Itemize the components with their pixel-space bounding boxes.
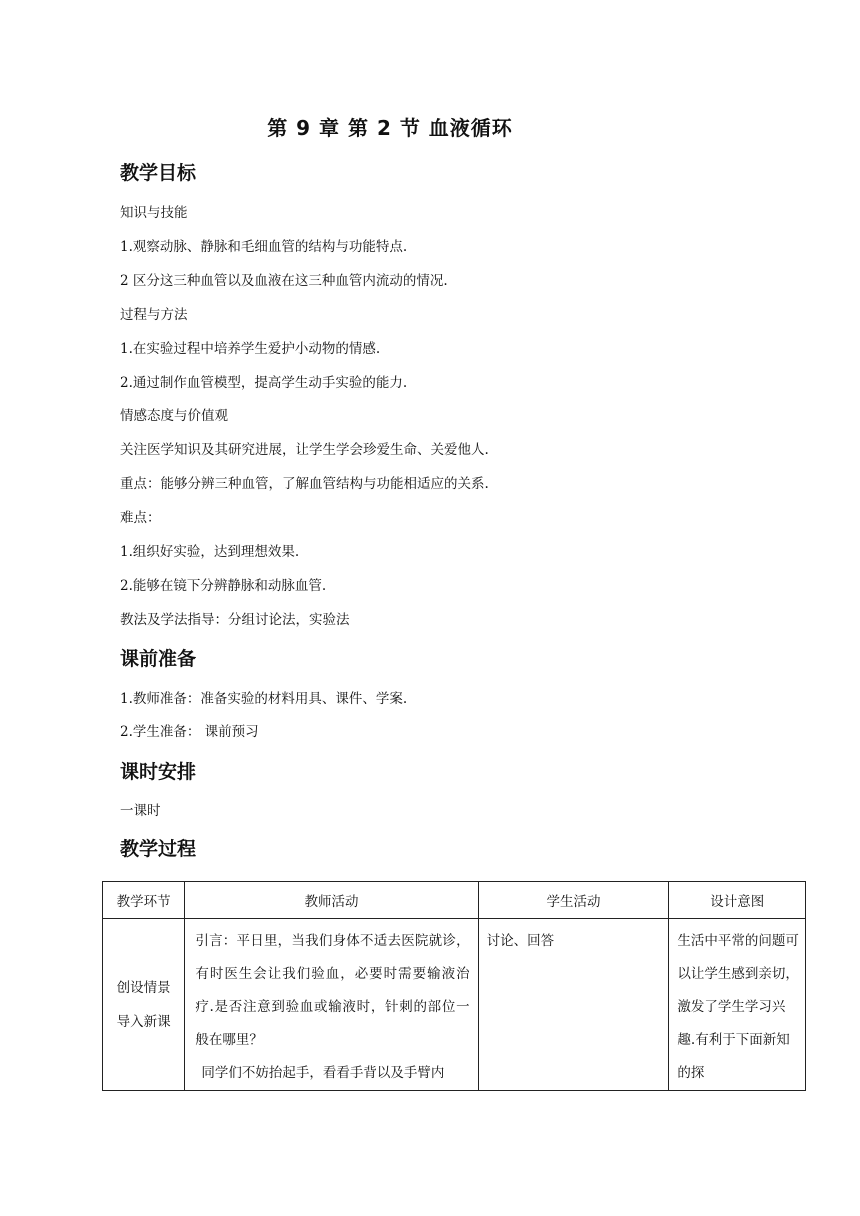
stage-line-1: 创设情景 [116, 979, 171, 996]
subheading-attitude: 情感态度与价值观 [120, 408, 228, 424]
teaching-process-table [102, 881, 806, 1091]
teacher-activity-paragraph-1: 引言：平日里，当我们身体不适去医院就诊，有时医生会让我们验血，必要时需要输液治疗.是否注意到验血或输液时，针刺的部位一般在哪里？ [195, 933, 470, 1048]
prep-item-2: 2.学生准备： 课前预习 [120, 724, 259, 740]
stage-cell [103, 919, 185, 1091]
stage-line-2: 导入新课 [116, 1013, 171, 1030]
subheading-process: 过程与方法 [120, 307, 188, 323]
heading-teaching-process: 教学过程 [120, 838, 197, 860]
schedule-item-1: 一课时 [120, 803, 161, 819]
header-teacher-activity: 教师活动 [185, 882, 478, 919]
subheading-knowledge: 知识与技能 [120, 205, 188, 221]
knowledge-item-1: 1.观察动脉、静脉和毛细血管的结构与功能特点. [120, 239, 408, 255]
document-title: 第 9 章 第 2 节 血液循环 [267, 116, 513, 140]
heading-preparation: 课前准备 [120, 648, 197, 670]
heading-schedule: 课时安排 [120, 761, 197, 783]
knowledge-item-2: 2 区分这三种血管以及血液在这三种血管内流动的情况. [120, 273, 448, 289]
difficulty-item-2: 2.能够在镜下分辨静脉和动脉血管. [120, 578, 327, 594]
design-intent-cell: 生活中平常的问题可以让学生感到亲切，激发了学生学习兴趣.有利于下面新知的探 [669, 919, 806, 1091]
difficulty-item-1: 1.组织好实验，达到理想效果. [120, 544, 300, 560]
difficulty-heading: 难点： [120, 510, 161, 526]
student-activity-cell: 讨论、回答 [478, 919, 669, 1091]
teacher-activity-paragraph-2: 同学们不妨抬起手，看看手背以及手臂内 [201, 1065, 445, 1081]
heading-objectives: 教学目标 [120, 162, 197, 184]
teaching-method: 教法及学法指导：分组讨论法，实验法 [120, 612, 350, 628]
attitude-item-1: 关注医学知识及其研究进展，让学生学会珍爱生命、关爱他人. [120, 442, 489, 458]
table-row [103, 919, 806, 1091]
header-design-intent: 设计意图 [669, 882, 806, 919]
header-student-activity: 学生活动 [478, 882, 669, 919]
table-header-row [103, 882, 806, 919]
process-item-1: 1.在实验过程中培养学生爱护小动物的情感. [120, 341, 381, 357]
prep-item-1: 1.教师准备：准备实验的材料用具、课件、学案. [120, 691, 408, 707]
key-point: 重点：能够分辨三种血管，了解血管结构与功能相适应的关系. [120, 476, 489, 492]
process-item-2: 2.通过制作血管模型，提高学生动手实验的能力. [120, 375, 408, 391]
header-stage: 教学环节 [103, 882, 185, 919]
teacher-activity-cell [185, 919, 478, 1091]
